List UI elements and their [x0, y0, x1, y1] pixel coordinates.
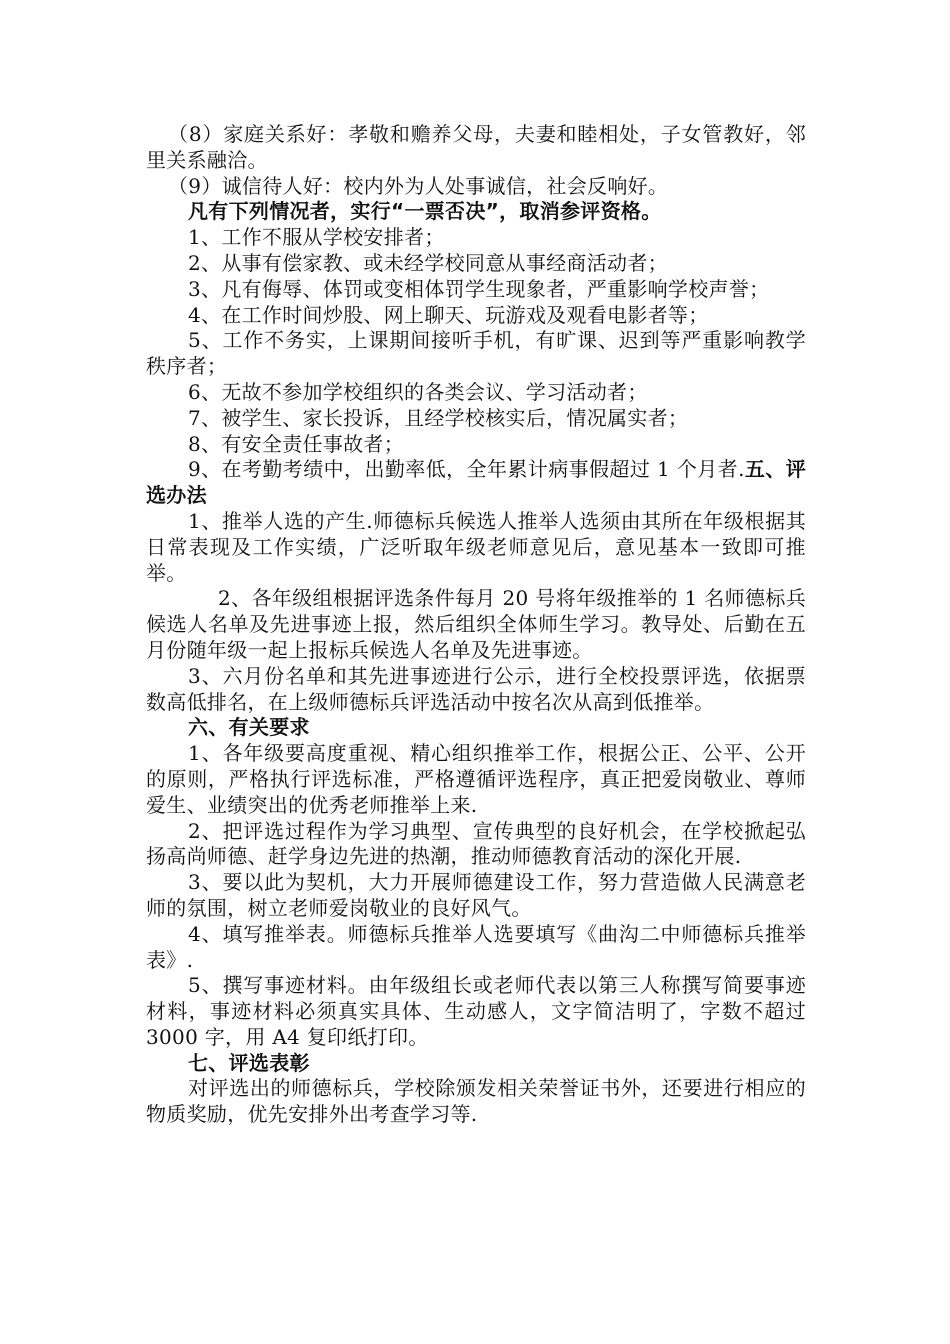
- criterion-9: （9）诚信待人好：校内外为人处事诚信，社会反响好。: [168, 173, 669, 198]
- document-body: [146, 122, 806, 1128]
- section-7-heading: 七、评选表彰: [188, 1050, 310, 1075]
- requirement-item-2: 2、把评选过程作为学习典型、宣传典型的良好机会，在学校掀起弘扬高尚师德、赶学身边先进的热潮，推动师德教育活动的深化开展.: [146, 818, 806, 869]
- veto-item-8: 8、有安全责任事故者；: [188, 431, 405, 456]
- requirement-item-1: 1、各年级要高度重视、精心组织推举工作，根据公正、公平、公开的原则，严格执行评选标准，严格遵循评选程序，真正把爱岗敬业、尊师爱生、业绩突出的优秀老师推举上来.: [146, 741, 806, 817]
- veto-item-2: 2、从事有偿家教、或未经学校同意从事经商活动者；: [188, 250, 668, 275]
- method-item-3: 3、六月份名单和其先进事迹进行公示，进行全校投票评选，依据票数高低排名，在上级师德标兵评选活动中按名次从高到低推举。: [146, 663, 806, 714]
- requirement-item-3: 3、要以此为契机，大力开展师德建设工作，努力营造做人民满意老师的氛围，树立老师爱岗敬业的良好风气。: [146, 870, 806, 920]
- veto-item-9-text: 9、在考勤考绩中，出勤率低，全年累计病事假超过 1 个月者.: [188, 457, 745, 482]
- criterion-8: （8）家庭关系好：孝敬和赡养父母，夫妻和睦相处，子女管教好，邻里关系融洽。: [146, 122, 806, 172]
- method-item-1: 1、推举人选的产生.师德标兵候选人推举人选须由其所在年级根据其日常表现及工作实绩，广泛听取年级老师意见后，意见基本一致即可推举。: [146, 508, 806, 585]
- veto-item-1: 1、工作不服从学校安排者；: [188, 225, 445, 250]
- section-5-heading: 五、评选办法: [146, 457, 806, 508]
- veto-item-5: 5、工作不务实，上课期间接听手机，有旷课、迟到等严重影响教学秩序者；: [146, 328, 806, 379]
- requirement-item-4: 4、填写推举表。师德标兵推举人选要填写《曲沟二中师德标兵推举表》.: [146, 921, 806, 972]
- award-paragraph: 对评选出的师德标兵，学校除颁发相关荣誉证书外，还要进行相应的物质奖励，优先安排外出考查学习等.: [146, 1076, 806, 1127]
- requirement-item-5: 5、撰写事迹材料。由年级组长或老师代表以第三人称撰写简要事迹材料，事迹材料必须真实具体、生动感人，文字简洁明了，字数不超过 3000 字，用 A4 复印纸打印。: [146, 973, 806, 1049]
- veto-item-7: 7、被学生、家长投诉，且经学校核实后，情况属实者；: [188, 405, 689, 430]
- veto-item-9: [146, 457, 806, 509]
- section-6-heading: 六、有关要求: [188, 715, 310, 740]
- veto-item-6: 6、无故不参加学校组织的各类会议、学习活动者；: [188, 379, 648, 404]
- veto-item-4: 4、在工作时间炒股、网上聊天、玩游戏及观看电影者等；: [188, 302, 709, 327]
- method-item-2: 2、各年级组根据评选条件每月 20 号将年级推举的 1 名师德标兵候选人名单及先进事迹上报，然后组织全体师生学习。教导处、后勤在五月份随年级一起上报标兵候选人名单及先进事迹。: [146, 586, 806, 662]
- veto-item-3: 3、凡有侮辱、体罚或变相体罚学生现象者，严重影响学校声誉；: [188, 276, 770, 301]
- veto-heading: 凡有下列情况者，实行“一票否决”，取消参评资格。: [188, 199, 662, 224]
